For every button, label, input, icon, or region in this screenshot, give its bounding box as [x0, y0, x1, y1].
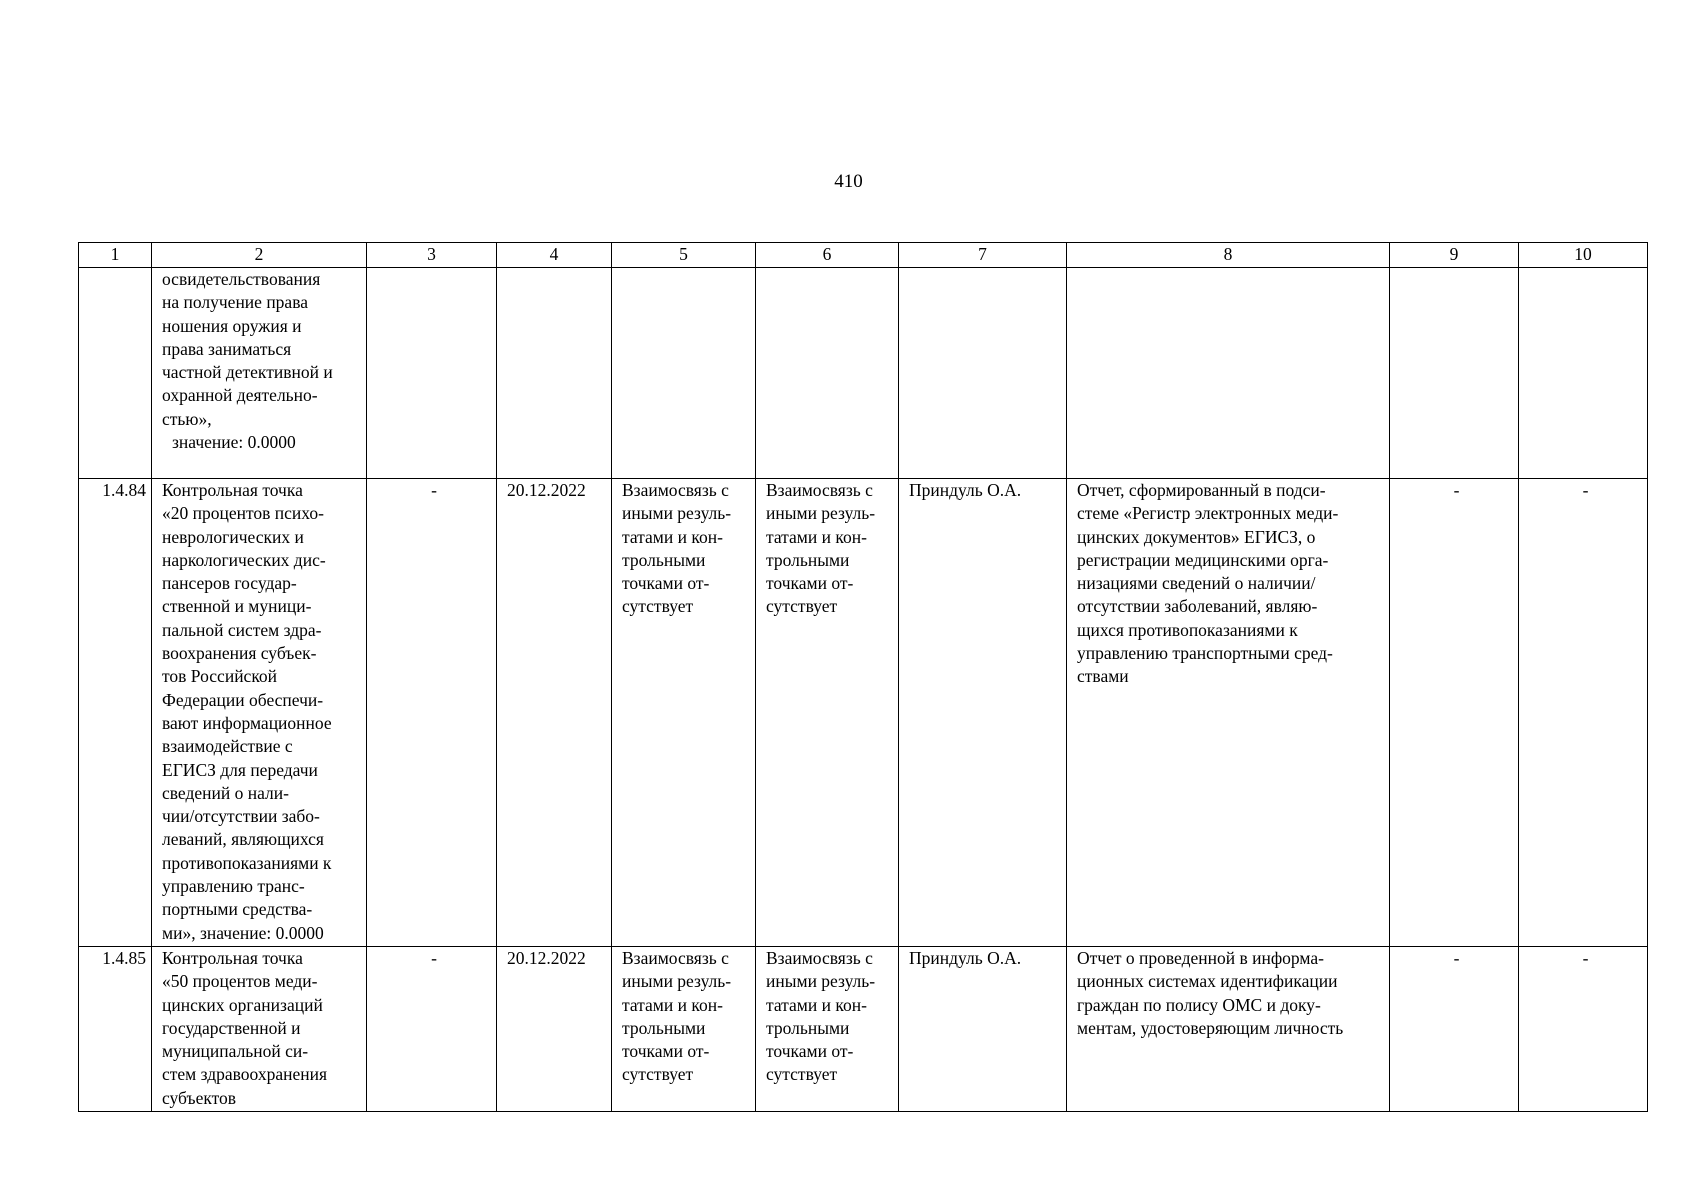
text-line: граждан по полису ОМС и доку-	[1077, 994, 1321, 1015]
text-line: значение: 0.0000	[172, 432, 296, 453]
text-line: цинских документов» ЕГИСЗ, о	[1077, 526, 1316, 547]
text-line: леваний, являющихся	[162, 829, 324, 850]
text-line: татами и кон-	[766, 526, 867, 547]
text-line: субъектов	[162, 1087, 237, 1108]
text-line: Федерации обеспечи-	[162, 689, 324, 710]
relation-cell	[612, 947, 756, 1112]
row-number: 1.4.84	[79, 479, 152, 947]
text-line: тов Российской	[162, 666, 278, 687]
cell-col9: -	[1390, 479, 1519, 947]
relation-cell	[756, 268, 899, 479]
text-line: Взаимосвязь с	[622, 948, 729, 968]
control-point-text	[152, 947, 367, 1112]
text-line: «50 процентов меди-	[162, 971, 318, 992]
text-line: наркологических дис-	[162, 549, 326, 570]
text-line: чии/отсутствии забо-	[162, 806, 320, 827]
text-line: Отчет о проведенной в информа-	[1077, 948, 1324, 968]
text-line: щихся противопоказаниями к	[1077, 619, 1298, 640]
plan-table	[78, 242, 1648, 1112]
text-line: иными резуль-	[622, 503, 732, 524]
column-header: 4	[497, 243, 612, 268]
relation-cell	[612, 268, 756, 479]
table-row	[79, 947, 1648, 1112]
date-cell	[497, 268, 612, 479]
text-line: Отчет, сформированный в подси-	[1077, 480, 1326, 500]
text-line: муниципальной си-	[162, 1041, 309, 1062]
responsible-cell: Приндуль О.А.	[899, 479, 1067, 947]
text-line: взаимодействие с	[162, 736, 293, 757]
relation-cell	[756, 947, 899, 1112]
text-line: сутствует	[766, 1064, 838, 1085]
text-line: регистрации медицинскими орга-	[1077, 549, 1329, 570]
text-line: охранной деятельно-	[162, 385, 318, 406]
text-line: стеме «Регистр электронных меди-	[1077, 503, 1339, 524]
document-cell	[1067, 947, 1390, 1112]
text-line: отсутствии заболеваний, являю-	[1077, 596, 1318, 617]
text-line: сведений о нали-	[162, 782, 289, 803]
cell-col10: -	[1519, 479, 1648, 947]
text-line: татами и кон-	[622, 994, 723, 1015]
text-line: сутствует	[766, 596, 838, 617]
text-line: противопоказаниями к	[162, 852, 332, 873]
text-line: точками от-	[766, 1041, 854, 1062]
cell-col9: -	[1390, 947, 1519, 1112]
text-line: частной детективной и	[162, 362, 333, 383]
text-line: управлению транс-	[162, 876, 305, 897]
relation-cell	[612, 479, 756, 947]
text-line: сутствует	[622, 1064, 694, 1085]
text-line: управлению транспортными сред-	[1077, 643, 1333, 664]
row-number	[79, 268, 152, 479]
text-line: ментам, удостоверяющим личность	[1077, 1017, 1344, 1038]
text-line: портными средства-	[162, 899, 313, 920]
text-line: на получение права	[162, 292, 308, 313]
text-line: ственной и муници-	[162, 596, 312, 617]
text-line: сутствует	[622, 596, 694, 617]
text-line: освидетельствования	[162, 269, 321, 289]
date-cell: 20.12.2022	[497, 947, 612, 1112]
text-line: вают информационное	[162, 712, 332, 733]
document-cell	[1067, 268, 1390, 479]
text-line: низациями сведений о наличии/	[1077, 573, 1316, 594]
cell-col3: -	[367, 947, 497, 1112]
text-line: Взаимосвязь с	[622, 480, 729, 500]
column-header: 9	[1390, 243, 1519, 268]
column-header: 3	[367, 243, 497, 268]
text-line: татами и кон-	[766, 994, 867, 1015]
text-line: трольными	[766, 549, 850, 570]
control-point-text	[152, 268, 367, 479]
text-line: точками от-	[622, 1041, 710, 1062]
text-line: Контрольная точка	[162, 480, 303, 500]
control-point-text	[152, 479, 367, 947]
text-line: цинских организаций	[162, 994, 323, 1015]
text-line: ЕГИСЗ для передачи	[162, 759, 318, 780]
table-row	[79, 479, 1648, 947]
text-line: «20 процентов психо-	[162, 503, 324, 524]
column-header: 7	[899, 243, 1067, 268]
text-line: Контрольная точка	[162, 948, 303, 968]
relation-cell	[756, 479, 899, 947]
column-header: 5	[612, 243, 756, 268]
text-line: иными резуль-	[622, 971, 732, 992]
text-line: татами и кон-	[622, 526, 723, 547]
cell-col10	[1519, 268, 1648, 479]
cell-col9	[1390, 268, 1519, 479]
responsible-cell: Приндуль О.А.	[899, 947, 1067, 1112]
column-header: 8	[1067, 243, 1390, 268]
text-line: трольными	[622, 1017, 706, 1038]
column-header: 10	[1519, 243, 1648, 268]
text-line: иными резуль-	[766, 971, 876, 992]
cell-col3	[367, 268, 497, 479]
date-cell: 20.12.2022	[497, 479, 612, 947]
header-row	[79, 243, 1648, 268]
table-row	[79, 268, 1648, 479]
column-header: 6	[756, 243, 899, 268]
text-line: стью»,	[162, 408, 212, 429]
text-line: Взаимосвязь с	[766, 948, 873, 968]
text-line: трольными	[766, 1017, 850, 1038]
cell-col3: -	[367, 479, 497, 947]
text-line: ношения оружия и	[162, 315, 302, 336]
column-header: 1	[79, 243, 152, 268]
document-cell	[1067, 479, 1390, 947]
text-line: ми», значение: 0.0000	[162, 922, 324, 943]
column-header: 2	[152, 243, 367, 268]
text-line: Взаимосвязь с	[766, 480, 873, 500]
text-line: воохранения субъек-	[162, 643, 317, 664]
responsible-cell	[899, 268, 1067, 479]
text-line: стем здравоохранения	[162, 1064, 328, 1085]
text-line: государственной и	[162, 1017, 301, 1038]
cell-col10: -	[1519, 947, 1648, 1112]
text-line: иными резуль-	[766, 503, 876, 524]
text-line: точками от-	[766, 573, 854, 594]
text-line: ствами	[1077, 666, 1129, 687]
text-line: пансеров государ-	[162, 573, 297, 594]
text-line: точками от-	[622, 573, 710, 594]
text-line: неврологических и	[162, 526, 304, 547]
text-line: трольными	[622, 549, 706, 570]
text-line: ционных системах идентификации	[1077, 971, 1338, 992]
text-line: права заниматься	[162, 338, 292, 359]
row-number: 1.4.85	[79, 947, 152, 1112]
page-number: 410	[834, 171, 863, 192]
text-line: пальной систем здра-	[162, 619, 322, 640]
